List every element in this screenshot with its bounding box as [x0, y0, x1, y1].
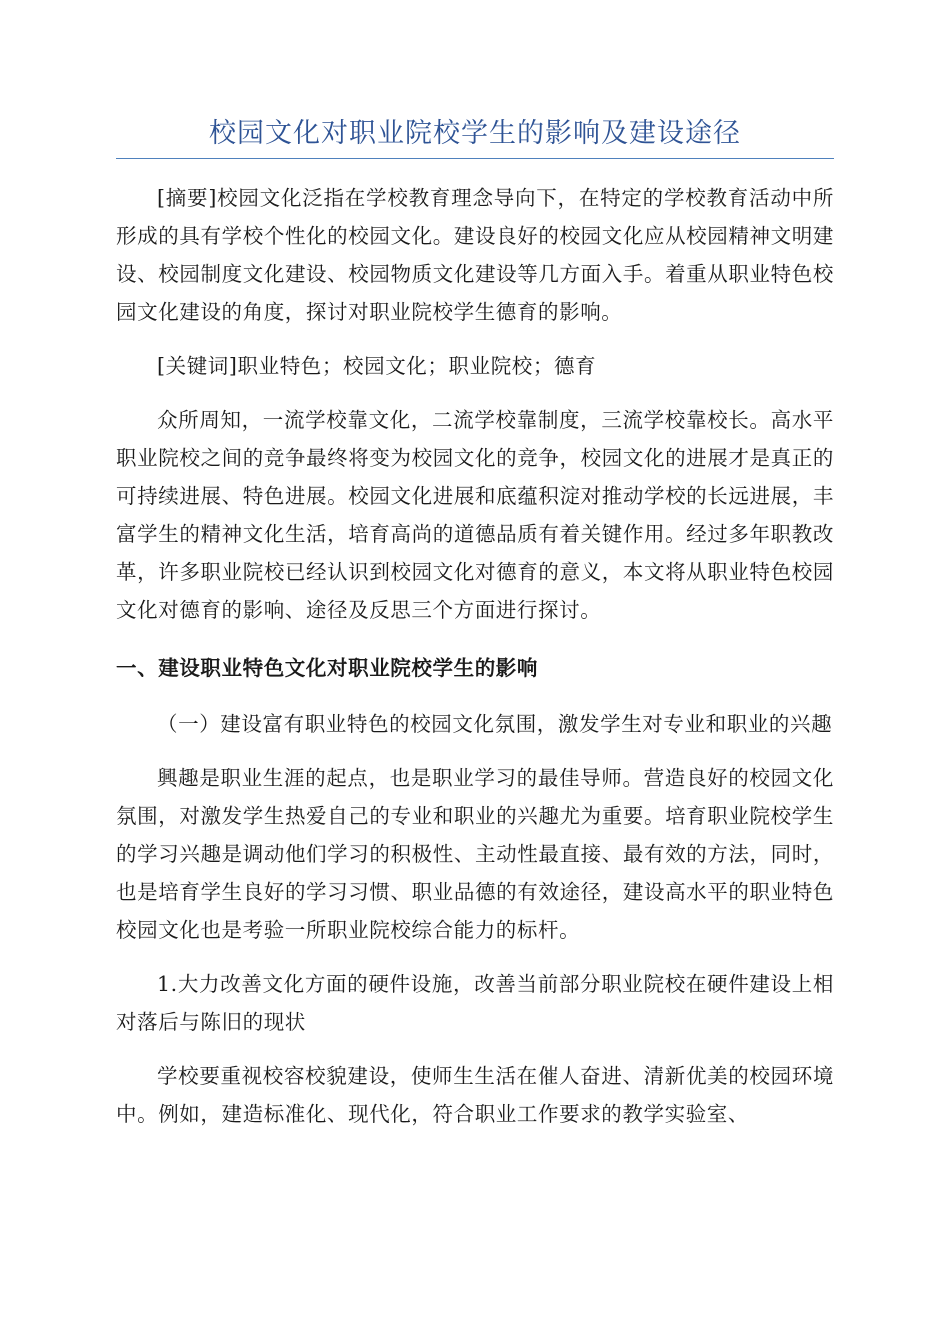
abstract-text: 校园文化泛指在学校教育理念导向下，在特定的学校教育活动中所形成的具有学校个性化的校园文化。建设良好的校园文化应从校园精神文明建设、校园制度文化建设、校园物质文化建设等几方面入手。着重从职业特色校园文化建设的角度，探讨对职业院校学生德育的影响。 [116, 186, 834, 324]
abstract-label: [摘要] [157, 186, 217, 210]
keywords-text: 职业特色；校园文化；职业院校；德育 [237, 354, 597, 378]
document-page [116, 100, 834, 1133]
keywords-label: [关键词] [157, 354, 238, 378]
document-title: 校园文化对职业院校学生的影响及建设途径 [209, 118, 741, 149]
keywords-paragraph [116, 347, 834, 385]
title-underline [116, 158, 834, 159]
subsection-heading-1: （一）建设富有职业特色的校园文化氛围，激发学生对专业和职业的兴趣 [157, 712, 833, 736]
subsection-body-paragraph: 興趣是职业生涯的起点，也是职业学习的最佳导师。营造良好的校园文化氛围，对激发学生热爱自己的专业和职业的兴趣尤为重要。培育职业院校学生的学习兴趣是调动他们学习的积极性、主动性最直接、最有效的方法，同时，也是培育学生良好的学习习惯、职业品德的有效途径，建设高水平的职业特色校园文化也是考验一所职业院校综合能力的标杆。 [116, 766, 834, 942]
section-heading-1: 一、建设职业特色文化对职业院校学生的影响 [116, 656, 538, 680]
abstract-paragraph [116, 179, 834, 331]
intro-paragraph: 众所周知，一流学校靠文化，二流学校靠制度，三流学校靠校长。高水平职业院校之间的竞争最终将变为校园文化的竞争，校园文化的进展才是真正的可持续进展、特色进展。校园文化进展和底蕴积淀对推动学校的长远进展，丰富学生的精神文化生活，培育高尚的道德品质有着关键作用。经过多年职教改革，许多职业院校已经认识到校园文化对德育的意义，本文将从职业特色校园文化对德育的影响、途径及反思三个方面进行探讨。 [116, 408, 834, 622]
item-body-paragraph: 学校要重视校容校貌建设，使师生生活在催人奋进、清新优美的校园环境中。例如，建造标准化、现代化，符合职业工作要求的教学实验室、 [116, 1064, 834, 1126]
item-heading-1: 1.大力改善文化方面的硬件设施，改善当前部分职业院校在硬件建设上相对落后与陈旧的现状 [116, 972, 834, 1034]
